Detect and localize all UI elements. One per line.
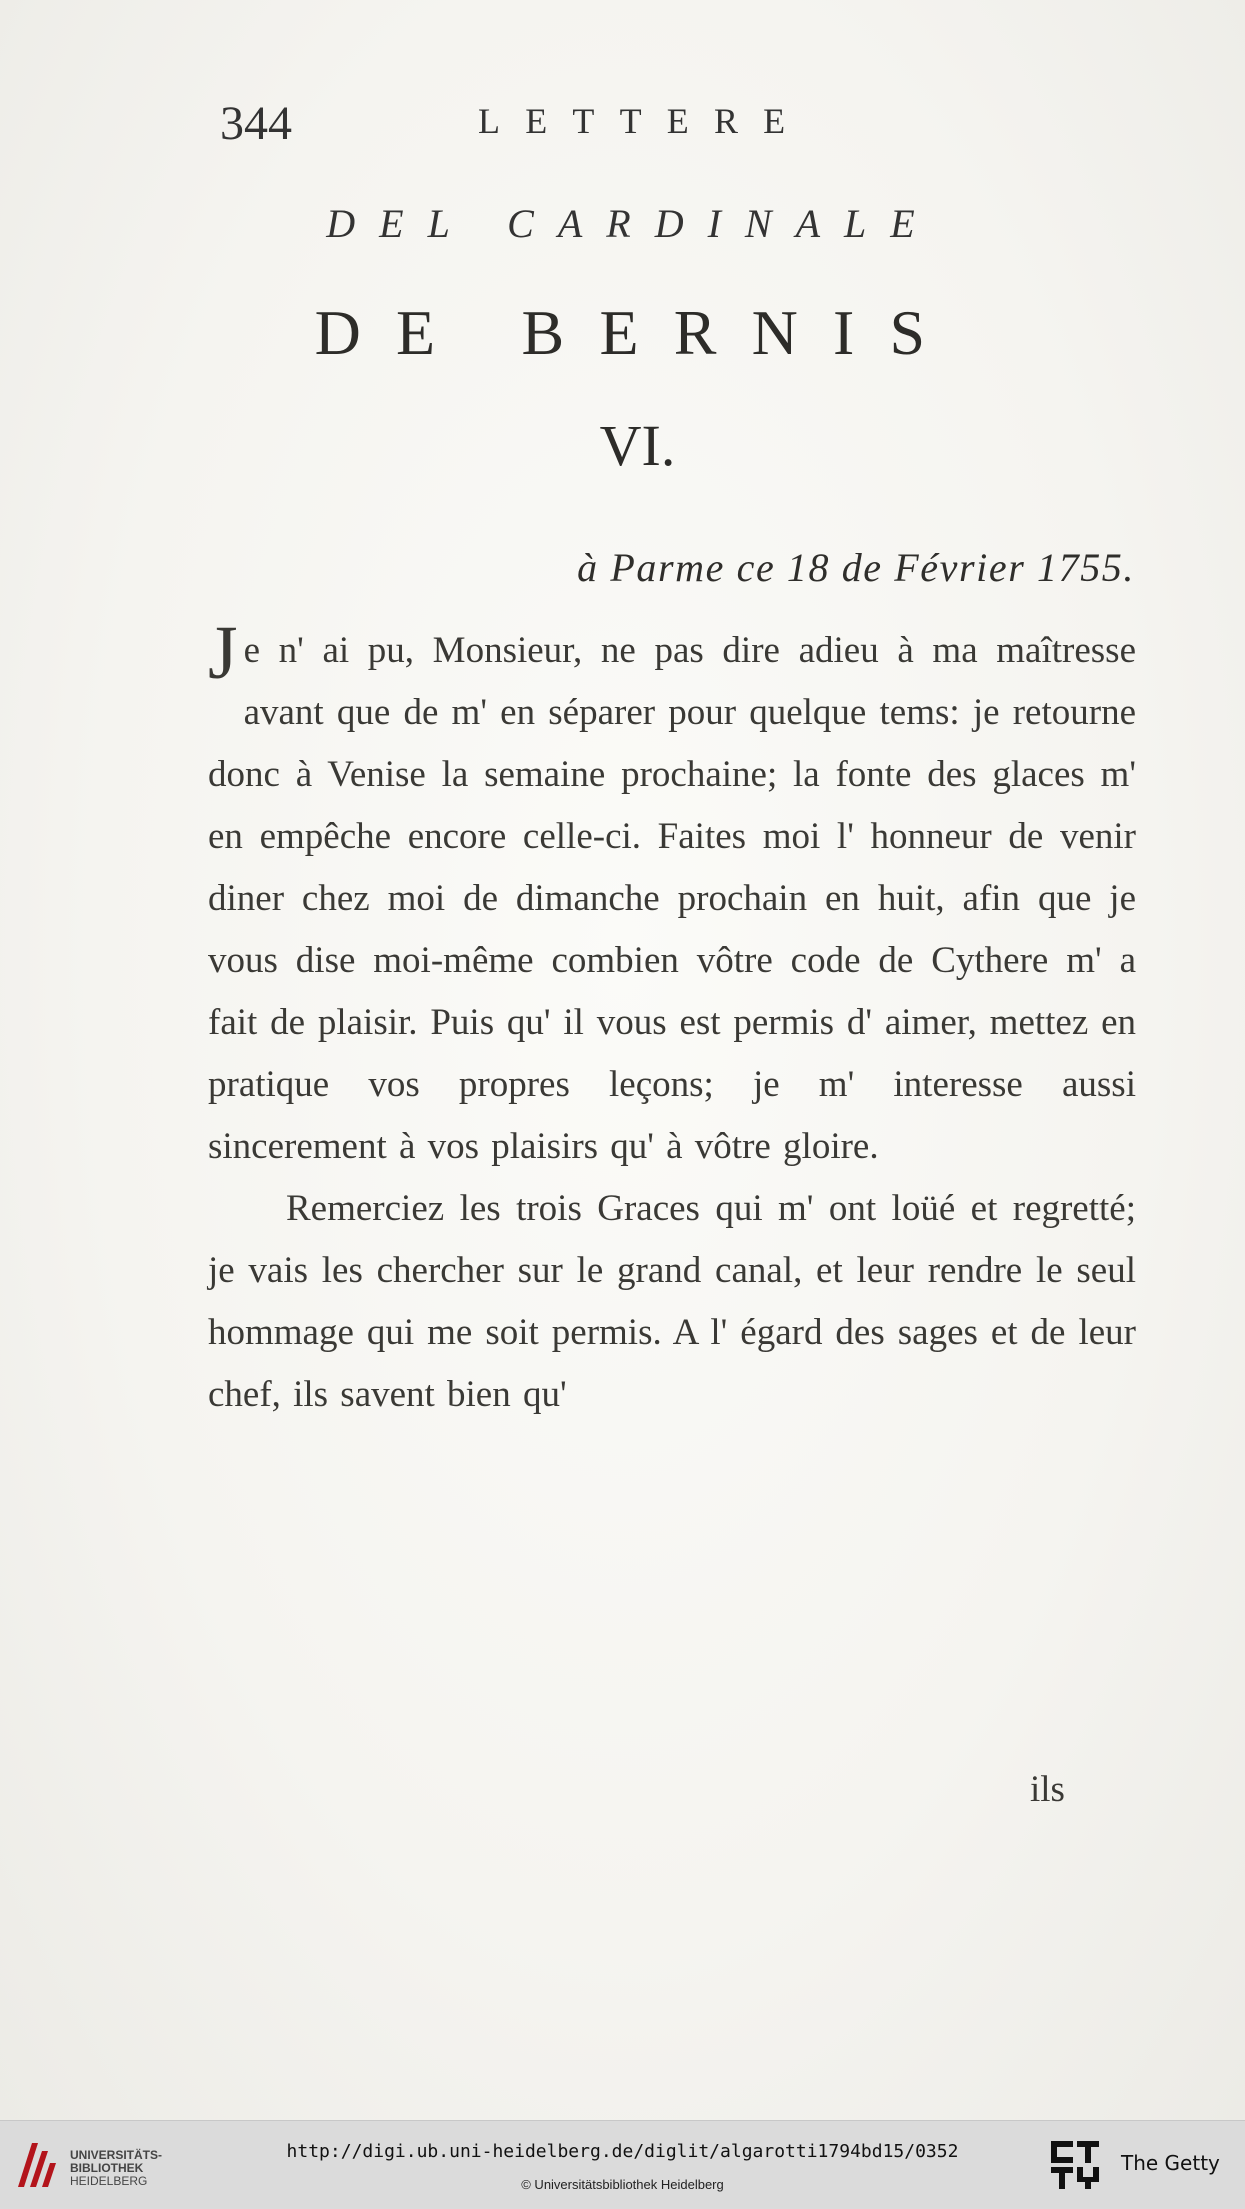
page-header — [220, 90, 1140, 160]
catchword: ils — [1030, 1769, 1065, 1810]
paragraph: Je n' ai pu, Monsieur, ne pas dire adieu à ma maîtresse avant que de m' en séparer pour quelque tems: je retourne donc à Venise la semaine prochaine; la fonte des glaces m' en empêche encore celle-ci. Faites moi l' honneur de venir diner chez moi de dimanche prochain en huit, afin que je vous dise moi-même combien vôtre code de Cythere m' a fait de plaisir. Puis qu' il vous est permis d' aimer, mettez en pratique vos propres leçons; je m' interesse aussi sincerement à vos plaisirs qu' à vôtre gloire. — [208, 611, 1136, 1167]
letter-number: VI. — [599, 413, 676, 478]
running-title: LETTERE — [478, 101, 811, 141]
paragraph: Remerciez les trois Graces qui m' ont loüé et regretté; je vais les chercher sur le grand canal, et leur rendre le seul hommage qui me soit permis. A l' égard des sages et de leur chef, ils savent bien qu' — [208, 1188, 1136, 1415]
page-number: 344 — [220, 97, 292, 150]
viewer-footer — [0, 2120, 1245, 2209]
letter-body — [208, 611, 1136, 1426]
permalink-url[interactable]: http://digi.ub.uni-heidelberg.de/diglit/algarotti1794bd15/0352 — [286, 2141, 959, 2162]
letter-dateline: à Parme ce 18 de Février 1755. — [577, 545, 1135, 590]
getty-logo[interactable] — [1045, 2135, 1235, 2195]
copyright-notice: © Universitätsbibliothek Heidelberg — [521, 2177, 724, 2192]
series-title: DEL CARDINALE — [326, 201, 939, 246]
library-city: HEIDELBERG — [70, 2174, 148, 2188]
library-name: UNIVERSITÄTS- BIBLIOTHEK HEIDELBERG — [70, 2148, 163, 2188]
getty-name: The Getty — [1121, 2151, 1220, 2175]
getty-mark-icon — [1049, 2139, 1101, 2191]
author-title: DE BERNIS — [314, 297, 961, 368]
